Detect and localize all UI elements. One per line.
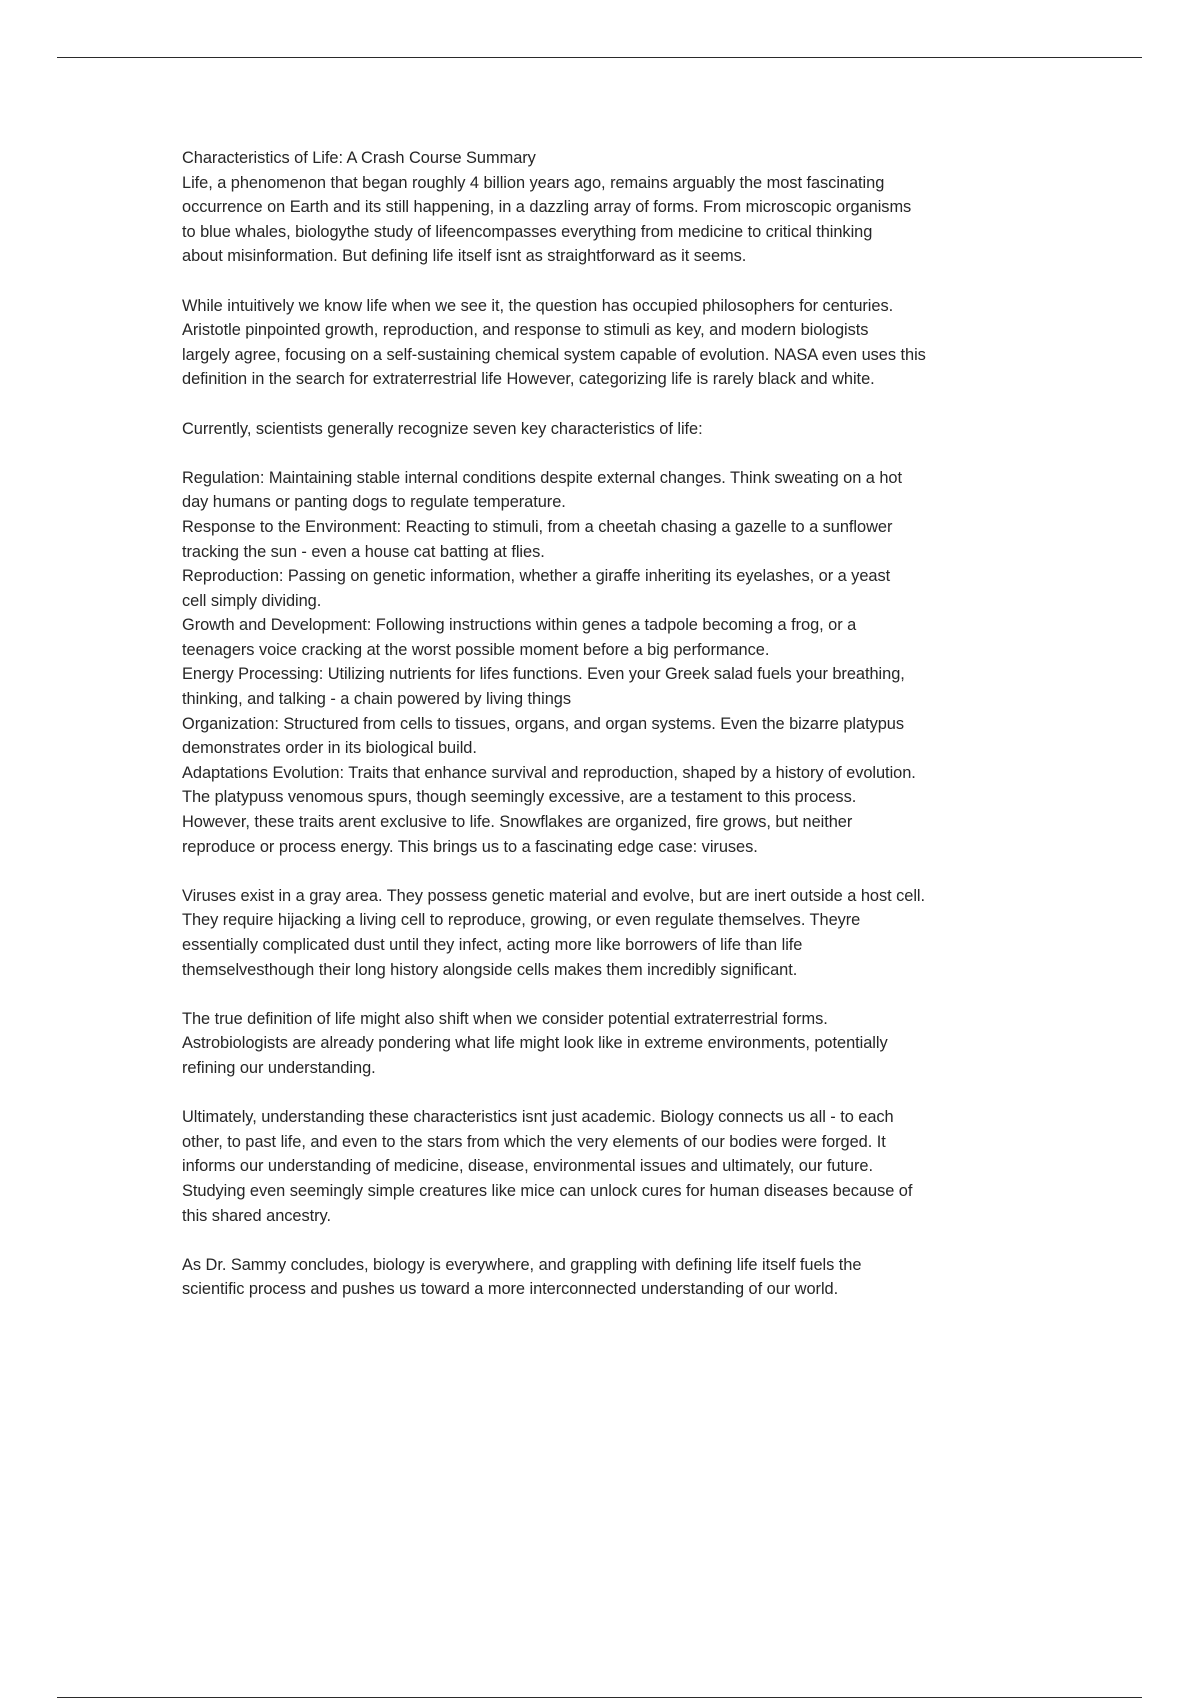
paragraph-characteristics-intro: [182, 417, 1062, 442]
text-line: As Dr. Sammy concludes, biology is everywhere, and grappling with defining life itself fuels the: [182, 1255, 862, 1274]
text-line: thinking, and talking - a chain powered by living things: [182, 690, 571, 709]
text-line: themselvesthough their long history alongside cells makes them incredibly significant.: [182, 960, 798, 979]
footer-rule: [57, 1697, 1142, 1698]
text-line: Organization: Structured from cells to tissues, organs, and organ systems. Even the bizarre platypus: [182, 714, 904, 733]
text-line: Reproduction: Passing on genetic information, whether a giraffe inheriting its eyelashes, or a yeast: [182, 567, 891, 586]
text-line: teenagers voice cracking at the worst possible moment before a big performance.: [182, 640, 770, 659]
paragraph-gap: [182, 269, 1062, 294]
text-line: Aristotle pinpointed growth, reproduction, and response to stimuli as key, and modern biologists: [182, 321, 869, 340]
paragraph-characteristics-list: [182, 466, 1062, 860]
text-line: essentially complicated dust until they infect, acting more like borrowers of life than life: [182, 936, 803, 954]
text-line: They require hijacking a living cell to reproduce, growing, or even regulate themselves. Theyre: [182, 911, 861, 930]
paragraph-conclusion: [182, 1253, 1062, 1302]
paragraph-gap: [182, 1228, 1062, 1253]
text-line: Response to the Environment: Reacting to stimuli, from a cheetah chasing a gazelle to a sunflower: [182, 517, 893, 536]
text-line: largely agree, focusing on a self-sustaining chemical system capable of evolution. NASA even uses this: [182, 345, 926, 364]
document-body: [182, 146, 1062, 1302]
text-line: refining our understanding.: [182, 1058, 376, 1077]
text-line: tracking the sun - even a house cat batting at flies.: [182, 542, 545, 561]
text-line: The platypuss venomous spurs, though seemingly excessive, are a testament to this process.: [182, 788, 857, 807]
paragraph-gap: [182, 441, 1062, 466]
paragraph-ultimately: [182, 1105, 1062, 1228]
text-line: day humans or panting dogs to regulate temperature.: [182, 493, 566, 512]
text-line: Currently, scientists generally recognize seven key characteristics of life:: [182, 419, 703, 438]
text-line: reproduce or process energy. This brings us to a fascinating edge case: viruses.: [182, 837, 758, 856]
paragraph-intro: [182, 171, 1062, 269]
header-rule: [57, 57, 1142, 58]
text-line: occurrence on Earth and its still happening, in a dazzling array of forms. From microscopic organisms: [182, 198, 912, 217]
paragraph-gap: [182, 982, 1062, 1007]
text-line: scientific process and pushes us toward a more interconnected understanding of our world.: [182, 1280, 839, 1299]
text-line: about misinformation. But defining life itself isnt as straightforward as it seems.: [182, 247, 747, 266]
text-line: cell simply dividing.: [182, 591, 322, 610]
paragraph-gap: [182, 859, 1062, 884]
paragraph-gap: [182, 392, 1062, 417]
text-line: other, to past life, and even to the stars from which the very elements of our bodies were forged. It: [182, 1132, 886, 1151]
text-line: Ultimately, understanding these characteristics isnt just academic. Biology connects us all - to each: [182, 1108, 894, 1127]
paragraph-viruses: [182, 884, 1062, 982]
text-line: definition in the search for extraterrestrial life However, categorizing life is rarely black and white.: [182, 370, 875, 389]
text-line: Studying even seemingly simple creatures like mice can unlock cures for human diseases because of: [182, 1181, 913, 1200]
text-line: informs our understanding of medicine, disease, environmental issues and ultimately, our future.: [182, 1157, 873, 1176]
text-line: Astrobiologists are already pondering what life might look like in extreme environments, potentially: [182, 1034, 888, 1053]
text-line: However, these traits arent exclusive to life. Snowflakes are organized, fire grows, but neither: [182, 813, 853, 832]
text-line: The true definition of life might also shift when we consider potential extraterrestrial forms.: [182, 1009, 828, 1028]
text-line: to blue whales, biologythe study of lifeencompasses everything from medicine to critical thinking: [182, 222, 873, 241]
text-line: Life, a phenomenon that began roughly 4 billion years ago, remains arguably the most fascinating: [182, 173, 885, 192]
text-line: this shared ancestry.: [182, 1206, 331, 1225]
paragraph-definition: [182, 294, 1062, 392]
text-line: Energy Processing: Utilizing nutrients for lifes functions. Even your Greek salad fuels your breathing,: [182, 665, 905, 684]
text-line: demonstrates order in its biological build.: [182, 739, 477, 758]
text-line: Adaptations Evolution: Traits that enhance survival and reproduction, shaped by a history of evolution.: [182, 763, 916, 782]
text-line: Viruses exist in a gray area. They possess genetic material and evolve, but are inert outside a host cell.: [182, 886, 926, 905]
paragraph-extraterrestrial: [182, 1007, 1062, 1081]
text-line: While intuitively we know life when we see it, the question has occupied philosophers for centuries.: [182, 296, 894, 315]
text-line: Regulation: Maintaining stable internal conditions despite external changes. Think sweating on a hot: [182, 468, 902, 487]
document-title: Characteristics of Life: A Crash Course Summary: [182, 149, 536, 167]
text-line: Growth and Development: Following instructions within genes a tadpole becoming a frog, or a: [182, 616, 857, 635]
paragraph-gap: [182, 1081, 1062, 1106]
